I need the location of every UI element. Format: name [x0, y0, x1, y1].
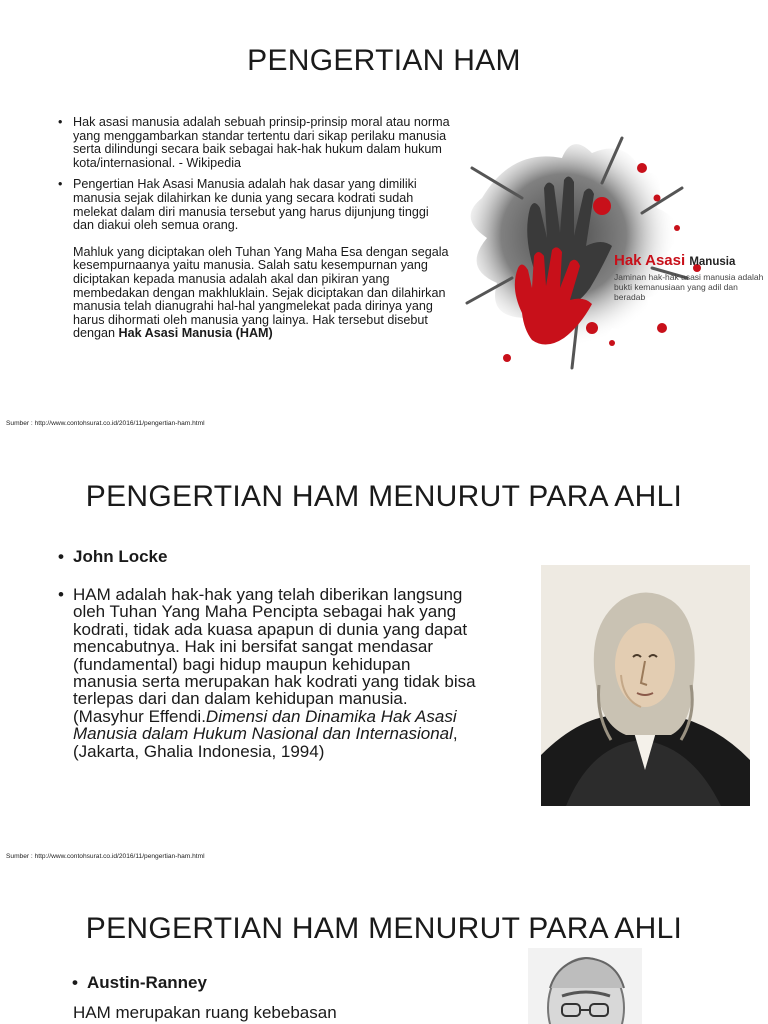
expert-definition: HAM merupakan ruang kebebasan — [73, 1003, 337, 1022]
hand-print-icon — [452, 128, 768, 374]
slide-body — [58, 116, 450, 349]
bullet-text: • Pengertian Hak Asasi Manusia adalah hak dasar yang dimiliki manusia sejak dilahirkan ke dunia yang secara kodrati sudah melekat dalam diri manusia tersebut yang harus dijunjung tinggi dan diakui oleh semua orang. — [73, 177, 429, 233]
caption-subtitle: Jaminan hak-hak asasi manusia adalah bukti kemanusiaan yang adil dan beradab — [614, 272, 764, 302]
caption-title-red: Hak Asasi — [614, 252, 686, 269]
portrait-icon — [528, 948, 642, 1024]
slide-title: PENGERTIAN HAM MENURUT PARA AHLI — [85, 480, 683, 513]
paragraph-mahluk — [73, 246, 450, 341]
john-locke-portrait — [541, 565, 750, 806]
ham-caption — [614, 252, 768, 302]
paragraph-text: Mahluk yang diciptakan oleh Tuhan Yang Maha Esa dengan segala kesempurnaanya yaitu manusia. Salah satu kesempurnan yang diciptakan kepada manusia adalah akal dan pikiran yang membedakan dengan makhluklain. Sejak diciptakan dan dilahirkan manusia telah dianugrahi hal-hal yangmelekat pada dirinya yang harus dihormati oleh manusia yang lainya. Hak tersebut disebut dengan — [73, 244, 449, 341]
citation-end: , (Jakarta, Ghalia Indonesia, 1994) — [73, 724, 458, 761]
bullet-wikipedia-definition: • Hak asasi manusia adalah sebuah prinsip-prinsip moral atau norma yang menggambarkan standar tertentu dari sikap perilaku manusia serta dilindungi secara baik sebagai hak-hak hukum dalam hukum kota/internasional. - Wikipedia — [58, 116, 450, 170]
bullet-list — [58, 116, 450, 341]
expert-name: • Austin-Ranney — [72, 972, 512, 994]
caption-title — [614, 252, 768, 271]
bullet-list — [72, 972, 512, 994]
slide-pengertian-ham — [0, 0, 768, 440]
austin-ranney-portrait — [528, 948, 642, 1024]
hand-print-illustration — [452, 128, 768, 374]
definition-text: HAM adalah hak-hak yang telah diberikan langsung oleh Tuhan Yang Maha Pencipta sebagai hak yang kodrati, tidak ada kuasa apapun di dunia yang dapat mencabutnya. Hak ini bersifat sangat mendasar (fundamental) bagi hidup maupun kehidupan manusia serta merupakan hak kodrati yang tidak bisa terlepas dari dan dalam kehidupan manusia. (Masyhur Effendi. — [73, 585, 476, 726]
bullet-list — [58, 546, 478, 760]
slide-title: PENGERTIAN HAM — [247, 44, 521, 77]
source-citation: Sumber : http://www.contohsurat.co.id/2016/11/pengertian-ham.html — [6, 420, 205, 427]
slide-body — [58, 546, 478, 760]
book-title: Dimensi dan Dinamika Hak Asasi Manusia dalam Hukum Nasional dan Internasional — [73, 706, 457, 744]
slide-title: PENGERTIAN HAM MENURUT PARA AHLI — [85, 912, 683, 945]
caption-title-dark: Manusia — [689, 256, 736, 268]
source-citation: Sumber : http://www.contohsurat.co.id/2016/11/pengertian-ham.html — [6, 853, 205, 860]
expert-definition — [58, 586, 478, 760]
expert-name: • John Locke — [58, 546, 478, 568]
slide-ham-menurut-ahli-ranney — [0, 876, 768, 1024]
paragraph-bold-ham: Hak Asasi Manusia (HAM) — [118, 326, 273, 341]
portrait-icon — [541, 565, 750, 806]
slide-ham-menurut-ahli-locke — [0, 440, 768, 876]
bullet-ham-definition — [58, 178, 450, 341]
